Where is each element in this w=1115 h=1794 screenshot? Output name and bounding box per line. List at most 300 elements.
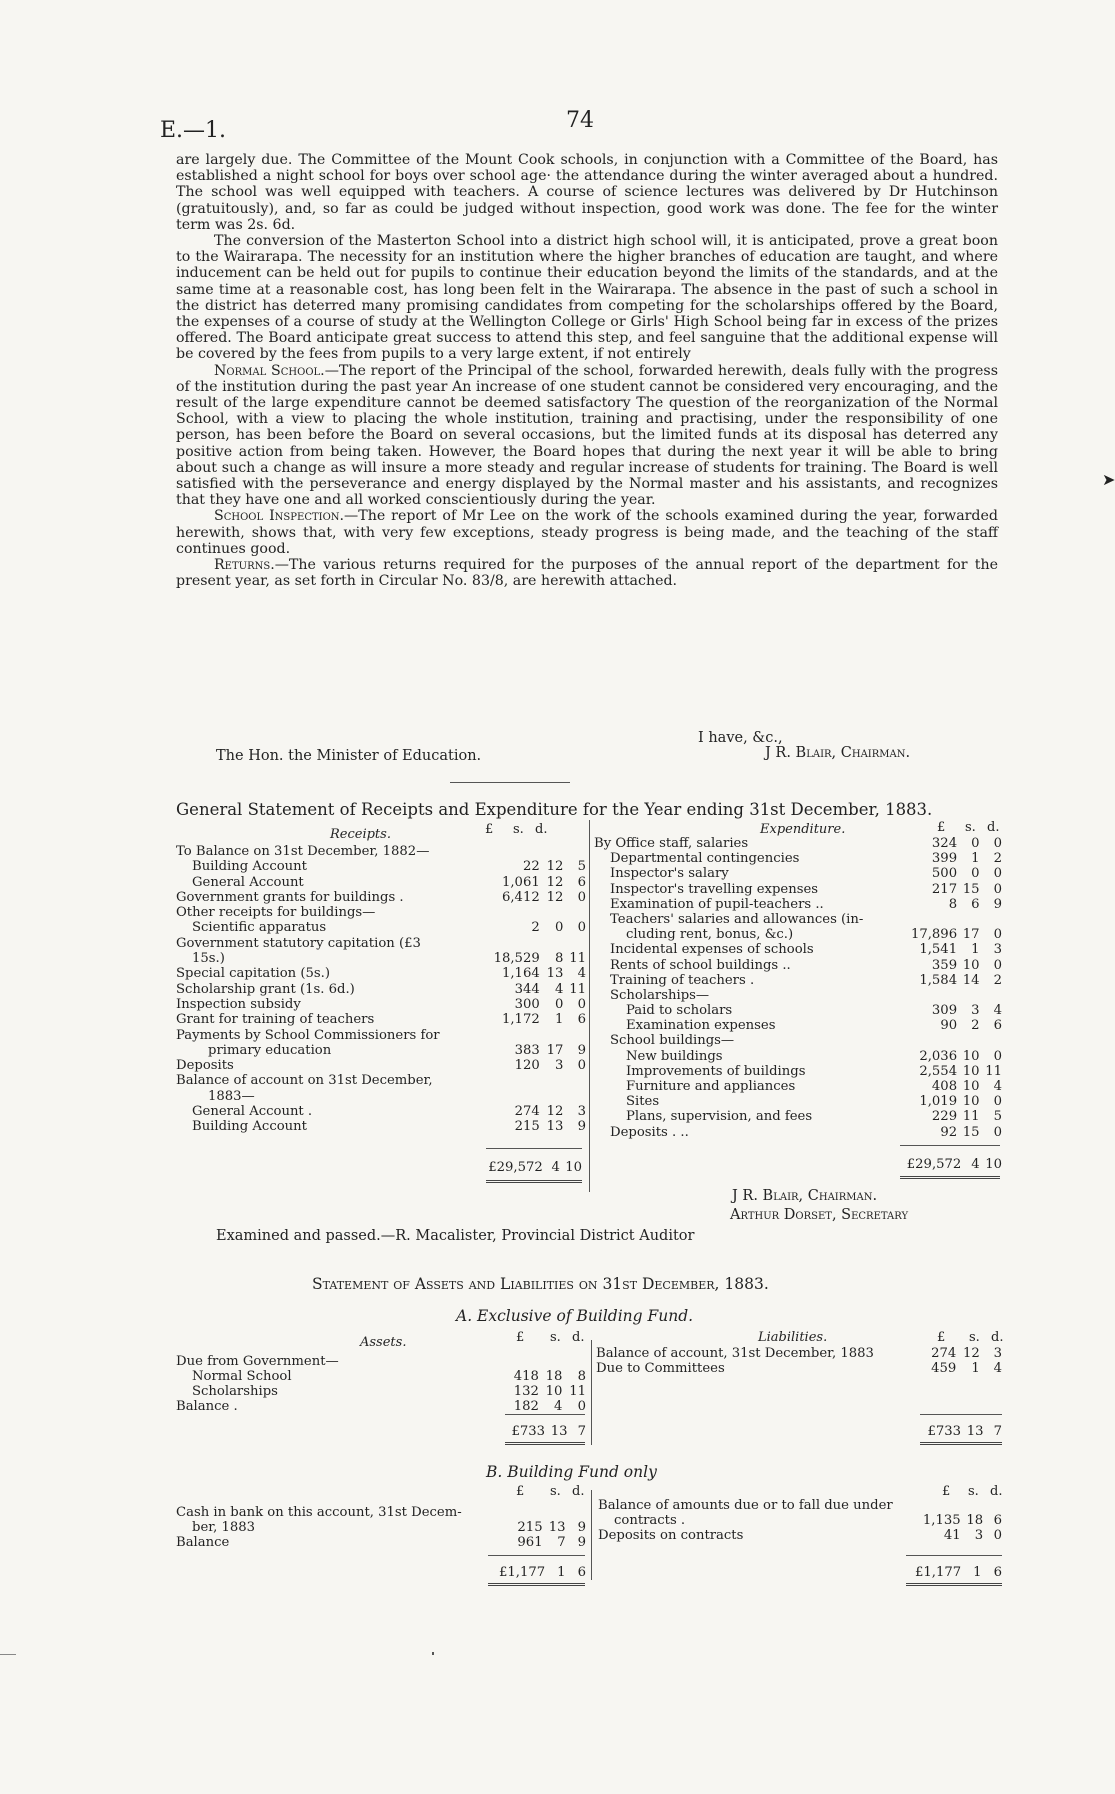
- table-row: [176, 875, 586, 890]
- table-row: [594, 1049, 1002, 1064]
- total-double-rule: [505, 1442, 585, 1445]
- table-row: [594, 942, 1002, 957]
- row-label: Improvements of buildings: [626, 1063, 806, 1079]
- row-label: Other receipts for buildings—: [176, 905, 376, 921]
- amount-pounds: 215: [514, 1119, 540, 1135]
- row-label: 1883—: [208, 1088, 255, 1104]
- row-label: Incidental expenses of schools: [610, 942, 814, 958]
- statement2-title: Statement of Assets and Liabilities on 31st December, 1883.: [312, 1275, 769, 1293]
- amount-shillings: [540, 905, 564, 920]
- row-label: Balance: [176, 1535, 230, 1550]
- amount-pounds: [481, 905, 540, 920]
- shilling-head: s.: [965, 820, 976, 835]
- amount-pence: [980, 912, 1002, 927]
- liabilities-heading: Liabilities.: [758, 1330, 828, 1345]
- normal-school-paragraph: [176, 363, 998, 509]
- amount-shillings: [540, 1089, 564, 1104]
- table-row: [594, 973, 1002, 988]
- amount-pounds: 2,554: [919, 1063, 958, 1079]
- table-row: [598, 1498, 1002, 1513]
- amount-pence: 2: [993, 851, 1002, 867]
- expenditure-total: [898, 1157, 1002, 1172]
- pound-head: £: [937, 1330, 946, 1345]
- receipts-table: [176, 844, 586, 1135]
- amount-pence: 0: [993, 1124, 1002, 1140]
- total-rule: [920, 1414, 1002, 1415]
- amount-pence: 2: [993, 972, 1002, 988]
- amount-pence: 0: [577, 1399, 586, 1414]
- row-label: Scholarships—: [610, 987, 710, 1003]
- row-label: Inspector's salary: [610, 866, 729, 882]
- amount-pounds: 217: [931, 881, 958, 897]
- table-row: [176, 920, 586, 935]
- row-label: Balance of account on 31st December,: [176, 1073, 433, 1089]
- b-assets-total: [484, 1565, 586, 1580]
- amount-shillings: 11: [962, 1109, 980, 1125]
- total-shillings: 1: [557, 1565, 566, 1580]
- pence-head: d.: [572, 1330, 585, 1345]
- row-label: Rents of school buildings ..: [610, 957, 791, 973]
- amount-pence: 0: [577, 920, 586, 936]
- amount-shillings: 1: [555, 1012, 564, 1028]
- total-pounds: £29,572: [906, 1157, 962, 1172]
- amount-shillings: [957, 912, 979, 927]
- table-row: [594, 1018, 1002, 1033]
- table-row: [176, 1089, 586, 1104]
- row-label: Deposits on contracts: [598, 1528, 744, 1543]
- row-label: Government grants for buildings .: [176, 889, 404, 905]
- amount-pence: 0: [993, 957, 1002, 973]
- amount-pounds: 324: [931, 836, 958, 851]
- row-label: New buildings: [626, 1048, 723, 1064]
- row-label: General Account .: [192, 1104, 313, 1120]
- total-shillings: 13: [550, 1424, 568, 1439]
- signature-chairman: J R. Blair, Chairman.: [732, 1188, 878, 1204]
- amount-pence: 9: [993, 896, 1002, 912]
- total-rule: [505, 1414, 585, 1415]
- row-label: To Balance on 31st December, 1882—: [176, 844, 430, 859]
- amount-pounds: 90: [940, 1018, 958, 1034]
- amount-pence: 3: [577, 1104, 586, 1120]
- amount-shillings: 1: [971, 942, 980, 958]
- amount-pence: 6: [577, 1012, 586, 1028]
- table-row: [176, 1028, 586, 1043]
- amount-shillings: 2: [971, 1018, 980, 1034]
- table-row: [176, 1369, 586, 1384]
- building-fund-assets-table: [176, 1505, 586, 1550]
- amount-pounds: 383: [514, 1042, 540, 1058]
- column-divider: [591, 1340, 592, 1445]
- table-row: [176, 890, 586, 905]
- amount-shillings: 7: [557, 1535, 566, 1550]
- amount-shillings: 18: [966, 1513, 984, 1528]
- table-row: [594, 1033, 1002, 1048]
- amount-shillings: 15: [962, 1124, 980, 1140]
- total-pence: 6: [993, 1565, 1002, 1580]
- shilling-head: s.: [550, 1330, 561, 1345]
- amount-pence: 3: [993, 942, 1002, 958]
- amount-shillings: [543, 1505, 566, 1520]
- row-label: Deposits . ..: [610, 1124, 689, 1140]
- normal-school-lead: Normal School.: [214, 362, 325, 379]
- amount-pounds: [906, 1498, 961, 1513]
- table-row: [594, 1109, 1002, 1124]
- amount-pence: 11: [569, 981, 586, 997]
- row-label: Building Account: [192, 859, 307, 875]
- amount-shillings: [540, 1073, 564, 1088]
- table-row: [176, 859, 586, 874]
- liabilities-table: [596, 1346, 1002, 1376]
- amount-shillings: 10: [962, 1063, 980, 1079]
- amount-pence: 5: [577, 859, 586, 875]
- amount-shillings: [540, 1028, 564, 1043]
- table-row: [598, 1513, 1002, 1528]
- row-label: Building Account: [192, 1119, 307, 1135]
- row-label: Due from Government—: [176, 1354, 339, 1369]
- table-row: [594, 882, 1002, 897]
- amount-shillings: 13: [546, 966, 564, 982]
- amount-shillings: 10: [962, 1048, 980, 1064]
- total-rule: [486, 1148, 582, 1149]
- amount-shillings: 3: [555, 1058, 564, 1074]
- amount-pounds: [481, 1073, 540, 1088]
- row-label: 15s.): [192, 951, 225, 967]
- amount-pounds: [481, 1028, 540, 1043]
- amount-pence: [563, 1089, 586, 1104]
- shilling-head: s.: [968, 1484, 979, 1499]
- amount-pence: [563, 936, 586, 951]
- amount-pounds: 1,135: [922, 1513, 961, 1528]
- table-row: [176, 1520, 586, 1535]
- table-row: [176, 1535, 586, 1550]
- amount-pence: [980, 988, 1002, 1003]
- total-pence: 7: [577, 1424, 586, 1439]
- amount-shillings: 18: [545, 1369, 563, 1384]
- pound-head: £: [516, 1484, 525, 1499]
- amount-pence: 0: [577, 996, 586, 1012]
- scan-mark: ➤: [1102, 470, 1115, 489]
- amount-pounds: [897, 1033, 957, 1048]
- amount-pence: 0: [993, 866, 1002, 882]
- amount-pence: [563, 844, 586, 859]
- row-label: Furniture and appliances: [626, 1079, 796, 1094]
- row-label: School buildings—: [610, 1033, 735, 1049]
- table-row: [176, 1119, 586, 1134]
- liabilities-total: [918, 1424, 1002, 1439]
- addressee: The Hon. the Minister of Education.: [216, 748, 482, 764]
- amount-pounds: 418: [513, 1369, 539, 1384]
- table-row: [594, 1094, 1002, 1109]
- total-shillings: 1: [973, 1565, 982, 1580]
- amount-pence: 0: [993, 881, 1002, 897]
- table-row: [594, 851, 1002, 866]
- row-label: Grant for training of teachers: [176, 1012, 375, 1028]
- total-pence: 10: [565, 1160, 582, 1175]
- row-label: ber, 1883: [192, 1520, 256, 1535]
- row-label: Examination expenses: [626, 1018, 776, 1034]
- table-row: [594, 836, 1002, 851]
- amount-pounds: 300: [514, 996, 540, 1012]
- amount-shillings: 15: [962, 881, 980, 897]
- row-label: Scientific apparatus: [192, 920, 327, 936]
- returns-text: —The various returns required for the purposes of the annual report of the department for the present year, as set forth in Circular No. 83/8, are herewith attached.: [176, 557, 998, 590]
- section-b-title: B. Building Fund only: [486, 1463, 657, 1481]
- table-row: [176, 844, 586, 859]
- amount-shillings: 10: [962, 957, 980, 973]
- amount-shillings: 1: [971, 851, 980, 867]
- expenditure-heading: Expenditure.: [760, 822, 846, 837]
- amount-pence: 0: [577, 1058, 586, 1074]
- table-row: [594, 1003, 1002, 1018]
- pence-head: d.: [572, 1484, 585, 1499]
- row-label: Deposits: [176, 1058, 234, 1074]
- signature-secretary: Arthur Dorset, Secretary: [730, 1207, 909, 1223]
- assets-total: [502, 1424, 586, 1439]
- amount-pounds: 41: [943, 1528, 961, 1543]
- table-row: [594, 912, 1002, 927]
- table-row: [176, 936, 586, 951]
- pound-head: £: [485, 822, 494, 837]
- amount-pence: [566, 1505, 586, 1520]
- amount-pounds: [481, 1089, 540, 1104]
- amount-pounds: 8: [948, 896, 958, 912]
- table-row: [176, 1058, 586, 1073]
- amount-shillings: 12: [546, 859, 564, 875]
- table-row: [176, 1354, 586, 1369]
- amount-pence: [563, 905, 586, 920]
- row-label: Scholarship grant (1s. 6d.): [176, 981, 355, 997]
- amount-pence: [563, 1073, 586, 1088]
- table-row: [176, 1012, 586, 1027]
- amount-shillings: 6: [971, 896, 980, 912]
- amount-pence: [562, 1354, 586, 1369]
- amount-pence: 3: [993, 1346, 1002, 1361]
- column-divider: [589, 820, 590, 1192]
- amount-shillings: 14: [962, 972, 980, 988]
- document-code: E.—1.: [160, 118, 227, 143]
- expenditure-table: [594, 836, 1002, 1140]
- row-label: Plans, supervision, and fees: [626, 1109, 813, 1125]
- amount-shillings: [957, 1033, 979, 1048]
- amount-shillings: 4: [555, 981, 564, 997]
- total-pounds: £1,177: [914, 1565, 962, 1580]
- amount-pence: 0: [993, 1094, 1002, 1110]
- amount-pence: 4: [993, 1003, 1002, 1019]
- amount-pounds: 961: [517, 1535, 543, 1550]
- signature: J R. Blair, Chairman.: [765, 745, 911, 761]
- row-label: Sites: [626, 1094, 660, 1110]
- row-label: Cash in bank on this account, 31st Decem-: [176, 1505, 462, 1520]
- total-pounds: £733: [927, 1424, 962, 1439]
- total-shillings: 4: [551, 1160, 560, 1175]
- table-row: [594, 1125, 1002, 1140]
- statement1-title: General Statement of Receipts and Expenditure for the Year ending 31st December, 1883.: [176, 800, 933, 819]
- table-row: [594, 1064, 1002, 1079]
- amount-shillings: 12: [546, 889, 564, 905]
- section-a-title: A. Exclusive of Building Fund.: [456, 1307, 694, 1325]
- amount-pence: 11: [569, 951, 586, 967]
- table-row: [594, 1079, 1002, 1094]
- amount-pence: [563, 1028, 586, 1043]
- total-pounds: £29,572: [488, 1160, 543, 1175]
- table-row: [176, 905, 586, 920]
- total-rule: [488, 1555, 585, 1556]
- table-row: [176, 982, 586, 997]
- total-pounds: £733: [511, 1424, 546, 1439]
- total-shillings: 13: [966, 1424, 984, 1439]
- amount-pounds: 459: [931, 1361, 957, 1376]
- amount-shillings: 0: [971, 866, 980, 882]
- total-rule: [906, 1555, 1002, 1556]
- amount-pounds: 399: [931, 851, 958, 867]
- table-row: [594, 958, 1002, 973]
- amount-pence: 0: [993, 1048, 1002, 1064]
- amount-pounds: 408: [931, 1079, 958, 1094]
- row-label: Balance .: [176, 1399, 238, 1414]
- amount-shillings: 17: [546, 1042, 564, 1058]
- amount-pounds: [897, 988, 957, 1003]
- amount-shillings: 0: [555, 996, 564, 1012]
- paragraph: are largely due. The Committee of the Mount Cook schools, in conjunction with a Committee of the Board, has established a night school for boys over school age· the attendance during the winter averaged about a hundred. The school was well equipped with teachers. A course of science lectures was delivered by Dr Hutchinson (gratuitously), and, so far as could be judged without inspection, good work was done. The fee for the winter term was 2s. 6d.: [176, 152, 998, 233]
- closing-i-have: I have, &c.,: [698, 730, 783, 746]
- amount-pence: 4: [577, 966, 586, 982]
- total-double-rule: [906, 1583, 1002, 1586]
- school-inspection-lead: School Inspection.: [214, 508, 345, 525]
- table-row: [176, 966, 586, 981]
- table-row: [176, 1505, 586, 1520]
- row-label: General Account: [192, 874, 304, 890]
- row-label: contracts .: [614, 1513, 686, 1528]
- amount-pence: 0: [993, 927, 1002, 943]
- amount-shillings: 10: [962, 1094, 980, 1110]
- table-row: [594, 988, 1002, 1003]
- row-label: By Office staff, salaries: [594, 836, 749, 851]
- amount-pence: 6: [577, 874, 586, 890]
- amount-pounds: 182: [513, 1399, 539, 1414]
- amount-pounds: 22: [522, 859, 540, 875]
- amount-pence: 9: [577, 1520, 586, 1535]
- amount-pence: 8: [577, 1369, 586, 1384]
- amount-pounds: 359: [931, 957, 958, 973]
- table-row: [594, 897, 1002, 912]
- amount-pounds: 18,529: [493, 951, 540, 967]
- amount-shillings: 1: [971, 1361, 980, 1376]
- table-row: [596, 1346, 1002, 1361]
- amount-pence: 9: [577, 1535, 586, 1550]
- total-rule: [900, 1145, 1000, 1146]
- amount-pence: [983, 1498, 1002, 1513]
- amount-pounds: 309: [931, 1003, 958, 1019]
- amount-pounds: 1,584: [919, 972, 958, 988]
- row-label: cluding rent, bonus, &c.): [626, 927, 794, 943]
- amount-pounds: [487, 1505, 543, 1520]
- row-label: Paid to scholars: [626, 1003, 733, 1019]
- amount-pounds: 1,019: [919, 1094, 958, 1110]
- normal-school-text: —The report of the Principal of the school, forwarded herewith, deals fully with the progress of the institution during the past year An increase of one student cannot be considered very encouraging, and the result of the large expenditure cannot be deemed satisfactory The question of the reorganization of the Normal School, with a view to placing the whole institution, training and practising, under the responsibility of one person, has been before the Board on several occasions, but the limited funds at its disposal has deterred any positive action from being taken. However, the Board hopes that during the next year it will be able to bring about such a change as will insure a more steady and regular increase of students for training. The Board is well satisfied with the perseverance and energy displayed by the Normal master and his assistants, and recognizes that they have one and all worked conscientiously during the year.: [176, 362, 998, 509]
- amount-pence: 11: [569, 1384, 586, 1399]
- amount-pounds: 1,164: [501, 966, 540, 982]
- amount-shillings: [540, 936, 564, 951]
- building-fund-liabilities-table: [598, 1498, 1002, 1543]
- amount-shillings: 8: [555, 951, 564, 967]
- amount-shillings: 13: [546, 1119, 564, 1135]
- auditor-note: Examined and passed.—R. Macalister, Provincial District Auditor: [216, 1228, 695, 1244]
- amount-shillings: 10: [962, 1079, 980, 1094]
- amount-pounds: 1,541: [919, 942, 958, 958]
- pence-head: d.: [987, 820, 1000, 835]
- shilling-head: s.: [969, 1330, 980, 1345]
- amount-pounds: 132: [513, 1384, 539, 1399]
- amount-pounds: 2,036: [919, 1048, 958, 1064]
- total-pence: 10: [985, 1157, 1002, 1172]
- amount-shillings: 10: [545, 1384, 563, 1399]
- table-row: [176, 1399, 586, 1414]
- row-label: Departmental contingencies: [610, 851, 800, 867]
- amount-pence: 0: [993, 1528, 1002, 1543]
- table-row: [176, 1104, 586, 1119]
- row-label: Government statutory capitation (£3: [176, 935, 421, 951]
- amount-pounds: 2: [531, 920, 540, 936]
- pence-head: d.: [991, 1330, 1004, 1345]
- amount-pounds: 274: [931, 1346, 957, 1361]
- amount-pence: 6: [993, 1513, 1002, 1528]
- scan-dot: [432, 1652, 434, 1655]
- row-label: Examination of pupil-teachers ..: [610, 896, 824, 912]
- amount-pounds: 344: [514, 981, 540, 997]
- total-double-rule: [900, 1176, 1000, 1179]
- assets-heading: Assets.: [360, 1335, 407, 1350]
- amount-shillings: 17: [962, 927, 980, 943]
- row-label: primary education: [208, 1042, 332, 1058]
- amount-pounds: 1,172: [501, 1012, 540, 1028]
- table-row: [176, 997, 586, 1012]
- body-text: [176, 152, 998, 589]
- shilling-head: s.: [550, 1484, 561, 1499]
- amount-shillings: 13: [548, 1520, 566, 1535]
- row-label: Normal School: [192, 1369, 292, 1384]
- total-pence: 7: [993, 1424, 1002, 1439]
- amount-pounds: [481, 936, 540, 951]
- total-double-rule: [488, 1583, 585, 1586]
- table-row: [594, 866, 1002, 881]
- assets-table: [176, 1354, 586, 1414]
- amount-pounds: [481, 844, 540, 859]
- amount-pence: 11: [985, 1063, 1002, 1079]
- total-shillings: 4: [971, 1157, 980, 1172]
- amount-pounds: [493, 1354, 538, 1369]
- row-label: Training of teachers .: [610, 972, 755, 988]
- pence-head: d.: [990, 1484, 1003, 1499]
- row-label: Teachers' salaries and allowances (in-: [610, 911, 864, 927]
- row-label: Scholarships: [192, 1384, 278, 1399]
- amount-shillings: [957, 988, 979, 1003]
- b-liabilities-total: [900, 1565, 1002, 1580]
- amount-pounds: 17,896: [910, 927, 958, 943]
- total-pounds: £1,177: [498, 1565, 546, 1580]
- page-number: 74: [566, 108, 594, 133]
- amount-pence: 5: [993, 1109, 1002, 1125]
- amount-pence: 4: [993, 1079, 1002, 1094]
- table-row: [176, 1073, 586, 1088]
- pound-head: £: [937, 820, 946, 835]
- table-row: [176, 951, 586, 966]
- shilling-head: s.: [513, 822, 524, 837]
- paragraph: The conversion of the Masterton School into a district high school will, it is anticipated, prove a great boon to the Wairarapa. The necessity for an institution where the higher branches of education are taught, and where inducement can be held out for pupils to continue their education beyond the limits of the standards, and at the same time at a reasonable cost, has long been felt in the Wairarapa. The absence in the past of such a school in the district has deterred many promising candidates from competing for the scholarships offered by the Board, the expenses of a course of study at the Wellington College or Girls' High School being far in excess of the prizes offered. The Board anticipate great success to attend this step, and feel sanguine that the additional expense will be covered by the fees from pupils to a very large extent, if not entirely: [176, 233, 998, 363]
- row-label: Inspection subsidy: [176, 996, 301, 1012]
- amount-pence: 4: [993, 1361, 1002, 1376]
- scan-mark: [0, 1654, 16, 1655]
- amount-shillings: 0: [555, 920, 564, 936]
